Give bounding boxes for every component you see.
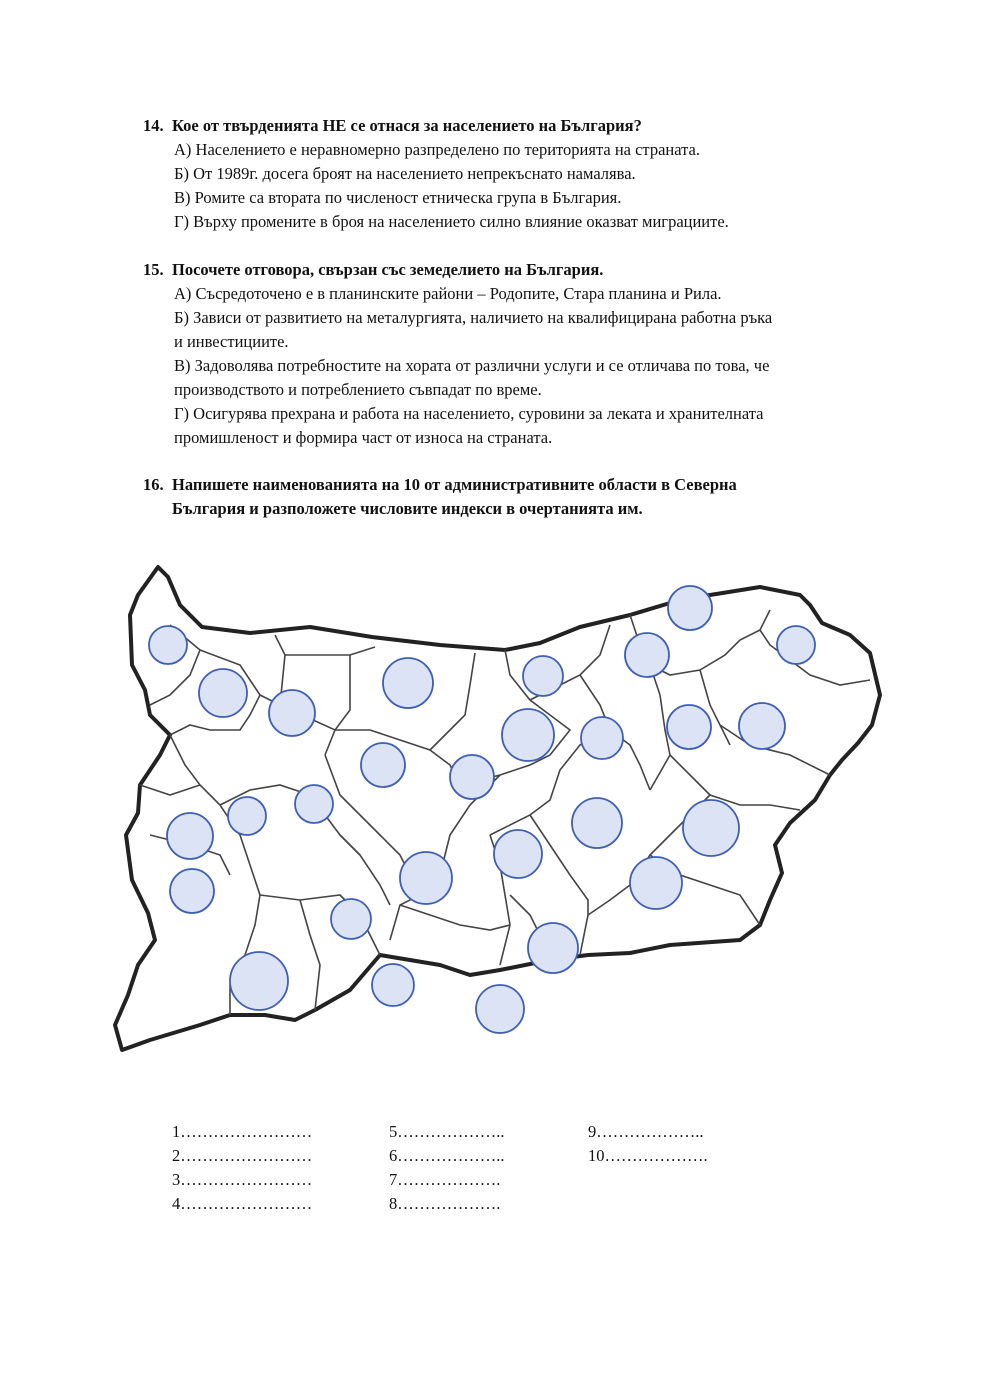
question-14-title: 14. Кое от твърденията НЕ се отнася за населението на България? [143,116,642,135]
answer-column-2 [389,1120,505,1216]
question-15-option-a: А) Съсредоточено е в планинските райони – Родопите, Стара планина и Рила. [174,284,722,303]
question-16-title: 16. Напишете наименованията на 10 от административните области в Северна [143,475,737,494]
region-marker[interactable] [630,857,682,909]
region-marker[interactable] [476,985,524,1033]
question-15-option-d: Г) Осигурява прехрана и работа на населението, суровини за леката и хранителната [174,404,764,423]
region-marker[interactable] [361,743,405,787]
answer-blank-2[interactable]: 2…………………… [172,1146,313,1165]
region-marker[interactable] [295,785,333,823]
question-15-option-d-cont: промишленост и формира част от износа на страната. [174,428,553,447]
region-marker[interactable] [572,798,622,848]
answer-column-3 [588,1120,708,1168]
answer-blank-5[interactable]: 5……………….. [389,1122,505,1141]
region-marker[interactable] [625,633,669,677]
region-marker[interactable] [739,703,785,749]
answer-blank-1[interactable]: 1…………………… [172,1122,313,1141]
question-14-option-d: Г) Върху промените в броя на населението силно влияние оказват миграциите. [174,212,729,231]
question-15-option-c-cont: производството и потреблението съвпадат по време. [174,380,542,399]
answer-blank-8[interactable]: 8………………. [389,1194,501,1213]
region-marker[interactable] [170,869,214,913]
region-marker[interactable] [228,797,266,835]
answer-blank-10[interactable]: 10………………. [588,1146,708,1165]
region-marker[interactable] [494,830,542,878]
region-marker[interactable] [372,964,414,1006]
answer-column-1 [172,1120,312,1216]
region-marker[interactable] [167,813,213,859]
region-marker[interactable] [581,717,623,759]
question-16 [143,473,883,521]
region-marker[interactable] [400,852,452,904]
bulgaria-regions-map [110,555,895,1070]
answer-blank-6[interactable]: 6……………….. [389,1146,505,1165]
region-marker[interactable] [269,690,315,736]
answer-blank-7[interactable]: 7………………. [389,1170,501,1189]
question-15-title: 15. Посочете отговора, свързан със земеделието на България. [143,260,604,279]
region-marker[interactable] [777,626,815,664]
question-14-option-c: В) Ромите са втората по численост етническа група в България. [174,188,622,207]
region-marker[interactable] [667,705,711,749]
question-14-option-a: А) Населението е неравномерно разпределено по територията на страната. [174,140,701,159]
question-15-option-c: В) Задоволява потребностите на хората от различни услуги и се отличава по това, че [174,356,770,375]
answer-blank-3[interactable]: 3…………………… [172,1170,313,1189]
answer-blank-9[interactable]: 9……………….. [588,1122,704,1141]
region-marker[interactable] [668,586,712,630]
question-16-title-line2: България и разположете числовите индекси в очертанията им. [172,499,643,518]
region-marker[interactable] [528,923,578,973]
question-14 [143,114,883,234]
region-marker[interactable] [230,952,288,1010]
region-marker[interactable] [383,658,433,708]
question-14-option-b: Б) От 1989г. досега броят на населението непрекъснато намалява. [174,164,636,183]
question-15-option-b: Б) Зависи от развитието на металургията, наличието на квалифицирана работна ръка [174,308,773,327]
region-marker[interactable] [331,899,371,939]
question-15 [143,258,883,450]
answer-blank-4[interactable]: 4…………………… [172,1194,313,1213]
question-15-option-b-cont: и инвестициите. [174,332,289,351]
region-marker[interactable] [523,656,563,696]
region-marker[interactable] [149,626,187,664]
region-marker[interactable] [683,800,739,856]
region-marker[interactable] [450,755,494,799]
region-marker[interactable] [502,709,554,761]
region-marker[interactable] [199,669,247,717]
